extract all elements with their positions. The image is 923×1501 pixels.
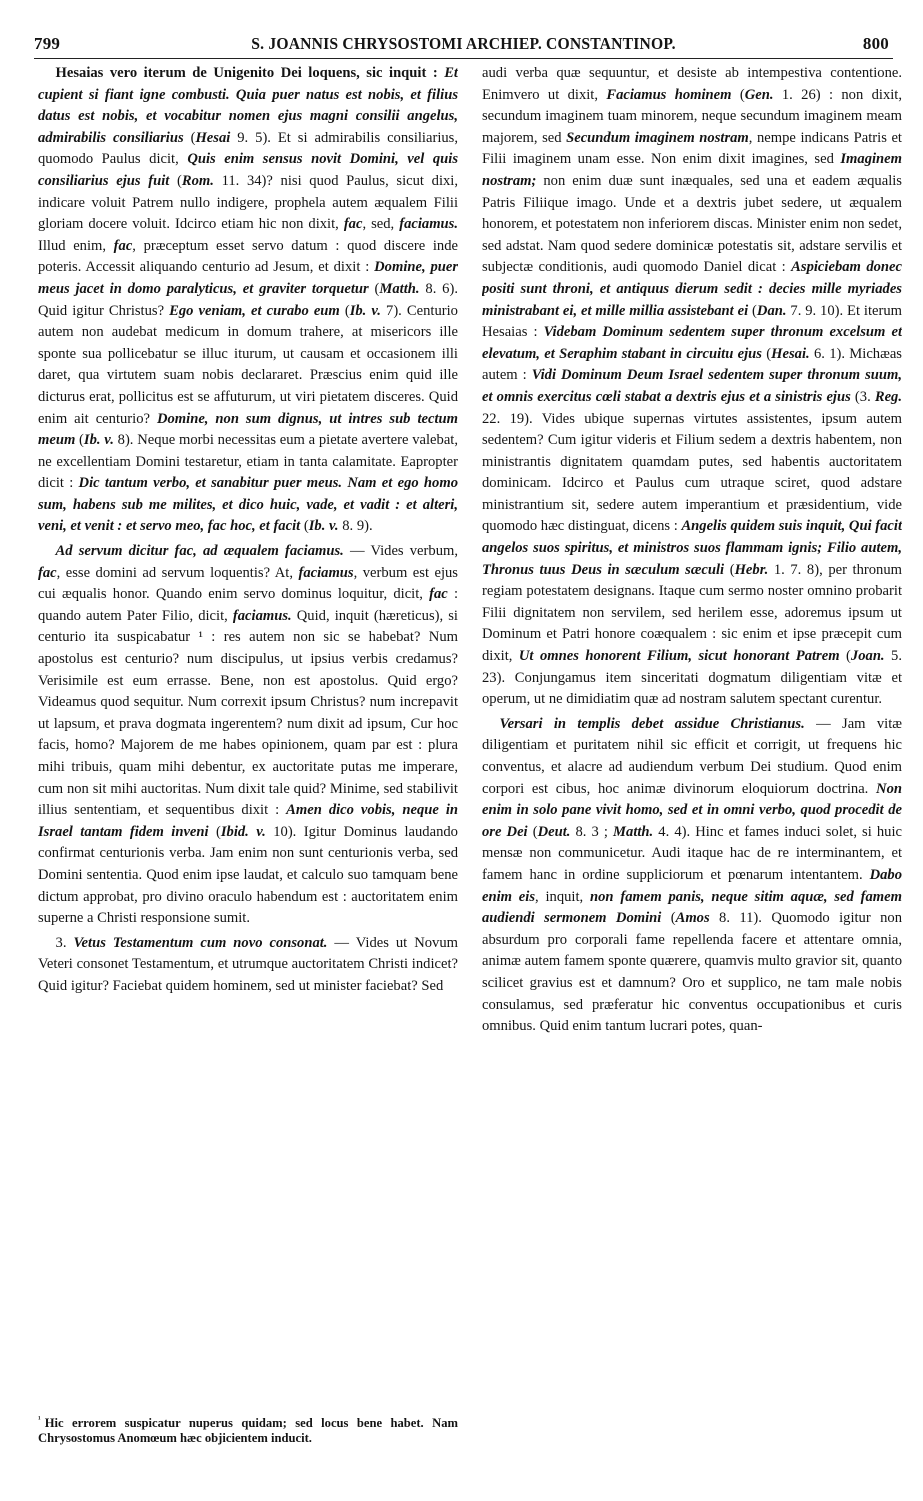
text-run: Hebr. xyxy=(734,561,769,578)
paragraph xyxy=(38,63,458,538)
text-run: Hesai xyxy=(195,129,231,146)
text-run: Quid, inquit (hæreticus), si centurio ita suspicabatur ¹ : res autem non sic se habebat? Num apostolus est centurio? num discipulus, ut ipsius verbis credamus? Verisimile est eum errasse. Bene, non est apostolus. Quid ergo? Videamus quod sequitur. Num correxit ipsum Christus? num increpavit ut lapsum, et prava dogmata ingerentem? num dixit ad ipsum, Cur hoc facis, homo? Majorem de me habes opinionem, quam par est : plura mihi tribuis, quam mihi debentur, ex auctoritate putas me imperare, cum non sit mihi auctoritas. Num dixit tale quid? Minime, sed stabilivit illius sententiam, et sequentibus dixit : xyxy=(38,607,458,819)
text-run: 5. 23). Conjungamus item sinceritati dogmatum diligentiam vitæ et operum, ut ne dimidiatim quæ ad nostram salutem spectant curentur. xyxy=(482,648,902,708)
text-run: non famem panis, neque sitim aquæ, sed famem audiendi sermonem Domini xyxy=(482,888,902,927)
paragraph xyxy=(482,714,902,1038)
text-run: 4. 4). Hinc et fames induci solet, si huic mensæ non communicetur. Audi itaque hac de re interminantem, et famem hanc in ordine suppliciorum et pœnarum intentantem. xyxy=(482,823,902,883)
text-run: Dan. xyxy=(756,302,787,319)
right-column xyxy=(482,63,902,1468)
text-run: 8. 3 ; xyxy=(570,823,614,840)
text-run: Domine, non sum dignus, ut intres sub tectum meum xyxy=(38,410,458,449)
text-run: 8. 9). xyxy=(338,518,373,535)
text-run: Vidi Dominum Deum Israel sedentem super thronum suum, et omnis exercitus cœli stabat a dextris ejus et a sinistris ejus xyxy=(482,367,902,405)
text-run: 22. 19). Vides ubique supernas virtutes assistentes, ipsum autem sedentem? Cum igitur videris et Filium sedem a dextris habentem, non ministrantis dignitatem quamdam putes, sed habentis auctoritatem dominicam. Idcirco et Paulus cum utraque sciret, quod adstare ministrantium sit, sedere autem imperantium et præsidentium, vide quomodo hæc distinguat, dicens : xyxy=(482,410,902,535)
text-run: , sed, xyxy=(362,216,400,233)
text-run: 8. 6). Quid igitur Christus? xyxy=(38,280,458,319)
text-run: ( xyxy=(183,129,196,146)
text-run: Videbam Dominum sedentem super thronum excelsum et elevatum, et Seraphim stabant in circuitu ejus xyxy=(482,324,902,362)
text-run: Amen dico vobis, neque in Israel tantam fidem inveni xyxy=(38,802,458,840)
text-run: , verbum est ejus cui æqualis honor. Quando enim servo dominus loquitur, dicit, xyxy=(38,564,458,603)
text-run: (3. xyxy=(850,388,875,405)
text-run: , nempe indicans Patris et Filii imaginem unam esse. Non enim dixit imagines, sed xyxy=(482,129,902,168)
text-run: Faciamus hominem xyxy=(606,86,732,103)
text-run: — Vides verbum, xyxy=(343,543,458,560)
text-run: fac xyxy=(38,564,57,581)
text-run: 3. xyxy=(55,934,74,951)
page-number-right: 800 xyxy=(862,34,889,53)
text-run: Et cupient si fiant igne combusti. Quia puer natus est nobis, et filius datus est nobis, et vocabitur nomen ejus magni consilii angelus, admirabilis consiliarius xyxy=(38,65,458,146)
text-run: faciamus xyxy=(298,564,354,581)
text-run: — Jam vitæ diligentiam et puritatem nihil sic efficit et corrigit, ut frequens hic conventus, et alacre ad audiendum verbum Dei studium. Quod enim corpori est cibus, hoc animæ divinorum eloquiorum doctrina. xyxy=(482,715,902,797)
text-run: Dabo enim eis xyxy=(482,866,902,905)
text-run: ( xyxy=(300,518,309,535)
text-run: : quando autem Pater Filio, dicit, xyxy=(38,586,458,624)
text-run: ( xyxy=(724,561,735,578)
text-run: Secundum imaginem nostram xyxy=(566,129,749,146)
text-run: Ad servum dicitur fac, ad æqualem faciamus. xyxy=(55,543,344,560)
text-run: ( xyxy=(839,648,851,665)
text-run: ( xyxy=(748,302,757,319)
text-run: 7). Centurio autem non audebat medicum in domum trahere, at misericors ille sponte sua pollicebatur se illuc iturum, ut causam et occasionem illi daret, qua virtutem suam nobis declararet. Præscius enim quid ille dicturus erat, pollicitus est se affuturum, ut viri pietatem disceres. Quid enim ait centurio? xyxy=(38,302,458,427)
text-run: Ut omnes honorent Filium, sicut honorant Patrem xyxy=(518,648,840,665)
page-number-left: 799 xyxy=(34,34,61,53)
text-run: Deut. xyxy=(537,823,571,840)
text-run: fac xyxy=(113,237,133,254)
paragraph xyxy=(38,933,458,998)
footnote-text: Hic errorem suspicatur nuperus quidam; sed locus bene habet. Nam Chrysostomus Anomœum hæc objicientem inducit. xyxy=(38,1416,458,1446)
text-run: Dic tantum verbo, et sanabitur puer meus. Nam et ego homo sum, habens sub me milites, et dico huic, vade, et vadit : et alteri, veni, et venit : et servo meo, fac hoc, et facit xyxy=(38,475,458,535)
footnote-mark: ¹ xyxy=(38,1414,41,1424)
text-run: ( xyxy=(527,823,538,840)
text-run: — Vides ut Novum Veteri consonet Testamentum, et utrumque auctoritatem Christi indicet? Quid igitur? Faciebat quidem hominem, sed ut minister faciebat? Sed xyxy=(38,934,458,994)
text-run: ( xyxy=(339,302,350,319)
text-run: faciamus. xyxy=(399,216,458,233)
text-run: ( xyxy=(169,172,182,189)
text-run: ( xyxy=(661,910,676,927)
text-run: , præceptum esset servo datum : quod discere inde poteris. Accessit aliquando centurio ad Jesum, et dixit : xyxy=(38,237,458,276)
text-run: Non enim in solo pane vivit homo, sed et in omni verbo, quod procedit de ore Dei xyxy=(482,780,902,840)
text-run: Versari in templis debet assidue Christianus. xyxy=(499,715,805,732)
running-title: S. JOANNIS CHRYSOSTOMI ARCHIEP. CONSTANTINOP. xyxy=(251,34,676,53)
text-run: 1. 7. 8), per thronum regiam potestatem designans. Itaque cum sermo noster omnino probarit Filii dignitatem non servilem, sed herilem esse, adoremus ipsum ut Dominum et Patri honore coæqualem : sic enim et ipse præcepit cum dixit, xyxy=(482,561,902,665)
text-run: fac xyxy=(343,216,363,233)
text-run: Rom. xyxy=(181,172,214,189)
text-run: 8. 11). Quomodo igitur non absurdum pro corporali fame repellenda facere et attentare omnia, animæ autem famem sponte quærere, quamvis multo gravior sit, quanto scilicet gravius est et damnum? Oro et supplico, ne tam male nobis consulamus, sed præferatur hic conventus occupationibus et curis omnibus. Quid enim tantum lucrari potes, quan- xyxy=(482,910,902,1035)
text-run: 6. 1). Michæas autem : xyxy=(482,345,902,384)
text-run: Matth. xyxy=(613,823,654,840)
text-run: ( xyxy=(75,432,84,449)
paragraph xyxy=(38,541,458,930)
footnote xyxy=(38,1412,458,1446)
text-run: , inquit, xyxy=(535,888,590,905)
text-run: Ib. v. xyxy=(83,432,114,449)
text-run: Ibid. v. xyxy=(220,823,266,840)
text-run: 11. 34)? nisi quod Paulus, sicut dixi, indicare voluit Patrem nullo indigere, prophela autem æqualem Filii gloriam docere voluit. Idcirco etiam hic non dixit, xyxy=(38,172,458,233)
text-run: 10). Igitur Dominus laudando confirmat centurionis verba. Jam enim non sunt centurionis verba, sed Domini sententia. Quod enim ipse laudat, et calculo suo tamquam bene dictum approbat, pro divino oraculo habendum est : auctoritatem enim superne a Christi responsione sumit. xyxy=(38,823,458,927)
text-run: , esse domini ad servum loquentis? At, xyxy=(56,564,299,581)
text-run: Domine, puer meus jacet in domo paralyticus, et graviter torquetur xyxy=(38,259,458,297)
text-run: Imaginem nostram; xyxy=(482,151,902,189)
text-run: Reg. xyxy=(874,388,902,405)
text-run: fac xyxy=(429,586,448,603)
text-run: Joan. xyxy=(850,648,885,665)
text-run: Ego veniam, et curabo eum xyxy=(169,302,340,319)
text-run: 1. 26) : non dixit, secundum imaginem tuam minorem, neque secundum imaginem meam majorem, sed xyxy=(482,86,902,146)
text-run: Gen. xyxy=(744,86,774,103)
paragraph xyxy=(482,63,902,711)
text-run: Matth. xyxy=(379,280,420,297)
running-header xyxy=(34,34,893,59)
text-run: ( xyxy=(731,86,745,103)
text-run: Angelis quidem suis inquit, Qui facit angelos suos spiritus, et ministros suos flammam ignis; Filio autem, Thronus tuus Deus in sæculum sæculi xyxy=(482,518,902,578)
text-run: Ib. v. xyxy=(349,302,381,319)
text-run: audi verba quæ sequuntur, et desiste ab intempestiva contentione. Enimvero ut dixit, xyxy=(482,65,902,103)
text-run: ( xyxy=(761,345,772,362)
text-run: Quis enim sensus novit Domini, vel quis consiliarius ejus fuit xyxy=(38,151,458,189)
left-column xyxy=(38,63,458,1388)
text-run: Vetus Testamentum cum novo consonat. xyxy=(73,934,328,951)
text-run: ( xyxy=(368,280,380,297)
text-run: Hesai. xyxy=(771,345,810,362)
text-run: Illud enim, xyxy=(38,237,114,254)
text-run: faciamus. xyxy=(232,607,292,624)
text-run: Amos xyxy=(675,910,710,927)
text-run: non enim duæ sunt inæquales, sed una et eadem æqualis Patris Filiique imago. Unde et a dextris jubet sedere, ut æqualem honorem, et potestatem non inferiorem discas. Minister enim non sedet, sed adstat. Nam quod sedere dominicæ potestatis sit, adstare servilis et subjectæ conditionis, audi quomodo Daniel dicat : xyxy=(482,172,902,276)
text-run: ( xyxy=(208,823,221,840)
text-run: 9. 5). Et si admirabilis consiliarius, quomodo Paulus dicit, xyxy=(38,129,458,168)
text-run: 8). Neque morbi necessitas eum a pietate avertere valebat, ne excellentiam Domini testaretur, etiam in tanta calamitate. Eapropter dicit : xyxy=(38,432,458,492)
text-run: Ib. v. xyxy=(308,518,339,535)
text-run: Aspiciebam donec positi sunt throni, et antiquus dierum sedit : decies mille myriades ministrabant ei, et mille millia assistebant ei xyxy=(482,259,902,319)
text-run: Hesaias vero iterum de Unigenito Dei loquens, sic inquit : xyxy=(55,65,445,81)
text-run: 7. 9. 10). Et iterum Hesaias : xyxy=(482,302,902,341)
